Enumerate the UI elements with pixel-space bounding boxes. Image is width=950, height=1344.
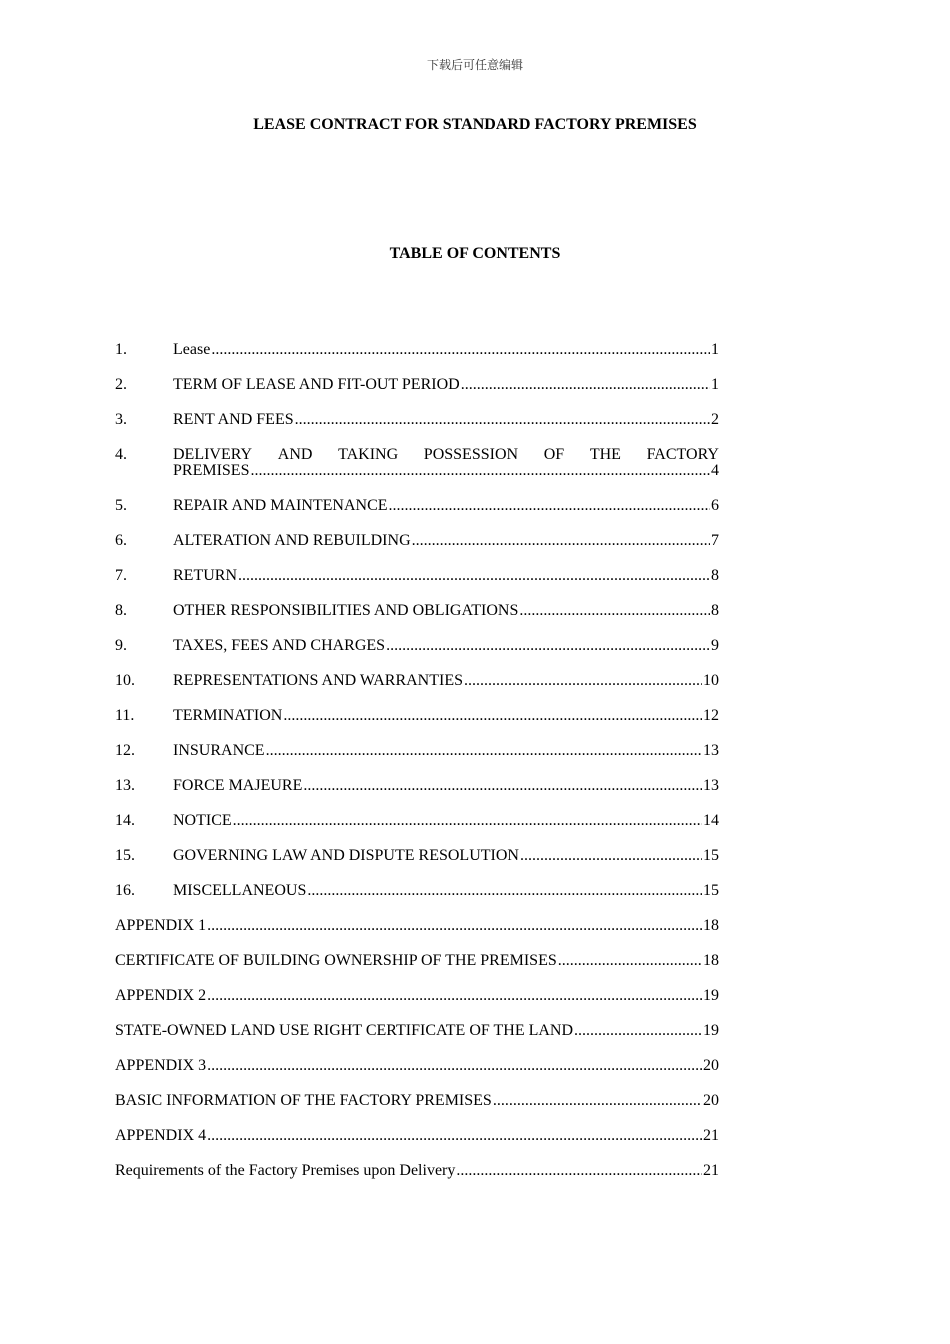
toc-entry-insurance[interactable] — [115, 742, 719, 777]
toc-word: POSSESSION — [423, 446, 519, 463]
toc-page-number: 21 — [703, 1127, 719, 1144]
toc-page-number: 1 — [711, 341, 719, 358]
toc-entry-repair[interactable] — [115, 497, 719, 532]
toc-page-number: 8 — [711, 567, 719, 584]
toc-leader-dots — [493, 1092, 702, 1110]
toc-page-number: 15 — [703, 882, 719, 899]
toc-entry-other-responsibilities[interactable] — [115, 602, 719, 637]
toc-word: DELIVERY — [173, 446, 253, 463]
toc-page-number: 19 — [703, 987, 719, 1004]
toc-entry-alteration[interactable] — [115, 532, 719, 567]
toc-number: 7. — [115, 567, 127, 584]
toc-word: AND — [277, 446, 313, 463]
toc-text: NOTICE — [173, 812, 232, 829]
toc-text: ALTERATION AND REBUILDING — [173, 532, 411, 549]
toc-text: TAXES, FEES AND CHARGES — [173, 637, 386, 654]
toc-leader-dots — [519, 602, 710, 620]
toc-page-number: 2 — [711, 411, 719, 428]
toc-entry-appendix-1[interactable] — [115, 917, 719, 952]
toc-leader-dots — [250, 462, 710, 480]
toc-page-number: 8 — [711, 602, 719, 619]
toc-text: APPENDIX 2 — [115, 987, 207, 1004]
toc-entry-notice[interactable] — [115, 812, 719, 847]
toc-entry-force-majeure[interactable] — [115, 777, 719, 812]
toc-page-number: 20 — [703, 1092, 719, 1109]
toc-page-number: 13 — [703, 777, 719, 794]
toc-page-number: 19 — [703, 1022, 719, 1039]
toc-page-number: 14 — [703, 812, 719, 829]
toc-text: CERTIFICATE OF BUILDING OWNERSHIP OF THE PREMISES — [115, 952, 557, 969]
toc-word: THE — [589, 446, 621, 463]
toc-entry-rent-and-fees[interactable] — [115, 411, 719, 446]
header-note: 下载后可任意编辑 — [426, 58, 523, 72]
toc-entry-basic-information[interactable] — [115, 1092, 719, 1127]
toc-entry-appendix-3[interactable] — [115, 1057, 719, 1092]
toc-number: 1. — [115, 341, 127, 358]
toc-text: OTHER RESPONSIBILITIES AND OBLIGATIONS — [173, 602, 519, 619]
toc-text: APPENDIX 3 — [115, 1057, 207, 1074]
toc-entry-appendix-2[interactable] — [115, 987, 719, 1022]
toc-entry-lease[interactable] — [115, 341, 719, 376]
toc-page-number: 13 — [703, 742, 719, 759]
toc-number: 13. — [115, 777, 135, 794]
toc-page-number: 21 — [703, 1162, 719, 1179]
toc-page-number: 12 — [703, 707, 719, 724]
toc-entry-taxes[interactable] — [115, 637, 719, 672]
toc-entry-return[interactable] — [115, 567, 719, 602]
toc-leader-dots — [574, 1022, 702, 1040]
toc-leader-dots — [295, 411, 710, 429]
toc-leader-dots — [520, 847, 702, 865]
toc-number: 2. — [115, 376, 127, 393]
toc-page-number: 20 — [703, 1057, 719, 1074]
toc-entry-delivery[interactable] — [115, 446, 719, 497]
toc-text: REPRESENTATIONS AND WARRANTIES — [173, 672, 463, 689]
toc-text: REPAIR AND MAINTENANCE — [173, 497, 388, 514]
toc-entry-term-of-lease[interactable] — [115, 376, 719, 411]
toc-number: 4. — [115, 446, 127, 463]
toc-leader-dots — [238, 567, 710, 585]
toc-text: INSURANCE — [173, 742, 265, 759]
toc-leader-dots — [207, 987, 702, 1005]
toc-number: 14. — [115, 812, 135, 829]
toc-number: 10. — [115, 672, 135, 689]
toc-leader-dots — [207, 1057, 702, 1075]
toc-text: BASIC INFORMATION OF THE FACTORY PREMISES — [115, 1092, 492, 1109]
toc-leader-dots — [386, 637, 710, 655]
toc-leader-dots — [266, 742, 702, 760]
toc-page-number: 9 — [711, 637, 719, 654]
toc-entry-requirements-upon-delivery[interactable] — [115, 1162, 719, 1197]
table-of-contents — [115, 341, 719, 1197]
toc-leader-dots — [412, 532, 710, 550]
toc-text: TERMINATION — [173, 707, 283, 724]
document-title: LEASE CONTRACT FOR STANDARD FACTORY PREMISES — [253, 116, 697, 133]
toc-number: 8. — [115, 602, 127, 619]
toc-page-number: 15 — [703, 847, 719, 864]
toc-leader-dots — [303, 777, 702, 795]
toc-entry-miscellaneous[interactable] — [115, 882, 719, 917]
toc-text: GOVERNING LAW AND DISPUTE RESOLUTION — [173, 847, 519, 864]
toc-number: 3. — [115, 411, 127, 428]
toc-page-number: 1 — [711, 376, 719, 393]
toc-number: 15. — [115, 847, 135, 864]
toc-word: FACTORY — [646, 446, 719, 463]
toc-entry-appendix-4[interactable] — [115, 1127, 719, 1162]
toc-number: 6. — [115, 532, 127, 549]
toc-number: 16. — [115, 882, 135, 899]
toc-entry-land-use-certificate[interactable] — [115, 1022, 719, 1057]
toc-number: 11. — [115, 707, 135, 724]
toc-leader-dots — [207, 917, 702, 935]
toc-leader-dots — [211, 341, 710, 359]
toc-leader-dots — [456, 1162, 702, 1180]
toc-leader-dots — [464, 672, 702, 690]
toc-leader-dots — [558, 952, 702, 970]
toc-leader-dots — [233, 812, 702, 830]
toc-leader-dots — [461, 376, 710, 394]
toc-page-number: 18 — [703, 917, 719, 934]
toc-text: PREMISES — [173, 462, 250, 479]
toc-text: STATE-OWNED LAND USE RIGHT CERTIFICATE OF THE LAND — [115, 1022, 574, 1039]
toc-text: Lease — [173, 341, 211, 358]
toc-entry-representations[interactable] — [115, 672, 719, 707]
toc-title: TABLE OF CONTENTS — [389, 245, 561, 262]
toc-entry-governing-law[interactable] — [115, 847, 719, 882]
toc-entry-certificate-building[interactable] — [115, 952, 719, 987]
toc-number: 5. — [115, 497, 127, 514]
toc-page-number: 4 — [711, 462, 719, 479]
toc-entry-termination[interactable] — [115, 707, 719, 742]
toc-text: Requirements of the Factory Premises upon Delivery — [115, 1162, 456, 1179]
toc-number: 12. — [115, 742, 135, 759]
toc-text: FORCE MAJEURE — [173, 777, 303, 794]
toc-leader-dots — [307, 882, 702, 900]
toc-text: APPENDIX 1 — [115, 917, 207, 934]
toc-leader-dots — [283, 707, 702, 725]
toc-page-number: 7 — [711, 532, 719, 549]
toc-number: 9. — [115, 637, 127, 654]
toc-page-number: 6 — [711, 497, 719, 514]
toc-text: RETURN — [173, 567, 237, 584]
toc-word: TAKING — [338, 446, 399, 463]
toc-page-number: 10 — [703, 672, 719, 689]
toc-leader-dots — [207, 1127, 702, 1145]
toc-text: MISCELLANEOUS — [173, 882, 307, 899]
toc-text: APPENDIX 4 — [115, 1127, 207, 1144]
toc-text: RENT AND FEES — [173, 411, 294, 428]
toc-word: OF — [543, 446, 565, 463]
toc-page-number: 18 — [703, 952, 719, 969]
toc-leader-dots — [389, 497, 710, 515]
toc-text: TERM OF LEASE AND FIT-OUT PERIOD — [173, 376, 460, 393]
